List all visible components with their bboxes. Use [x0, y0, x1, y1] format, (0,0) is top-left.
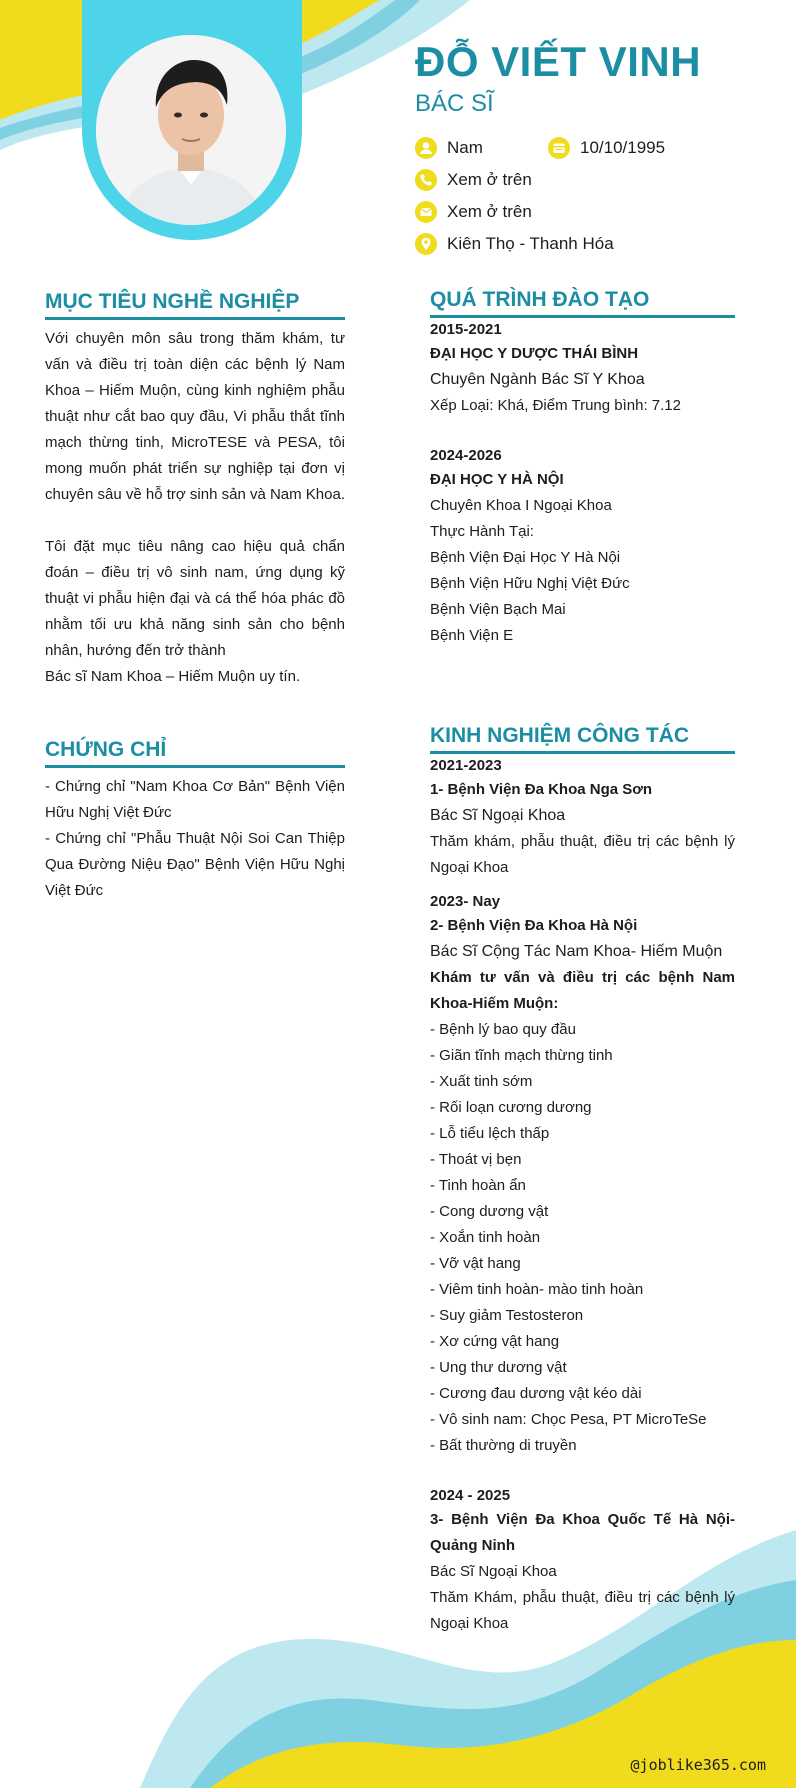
- address-value: Kiên Thọ - Thanh Hóa: [447, 234, 614, 253]
- list-item: - Giãn tĩnh mạch thừng tinh: [430, 1047, 613, 1064]
- email-value: Xem ở trên: [447, 202, 532, 221]
- job-place: 3- Bệnh Viện Đa Khoa Quốc Tế Hà Nội-Quảng Ninh: [430, 1511, 735, 1554]
- job-position: Bác Sĩ Cộng Tác Nam Khoa- Hiếm Muộn: [430, 943, 723, 960]
- profile-photo: [96, 35, 286, 225]
- candidate-name: ĐỖ VIẾT VINH: [415, 38, 702, 85]
- objective-title: MỤC TIÊU NGHỀ NGHIỆP: [45, 290, 345, 320]
- job-position: Bác Sĩ Ngoại Khoa: [430, 1563, 557, 1580]
- education-major: Chuyên Khoa I Ngoại Khoa: [430, 497, 612, 514]
- list-item: - Xoắn tinh hoàn: [430, 1229, 541, 1246]
- education-detail: Thực Hành Tại:: [430, 523, 534, 540]
- job-focus: Khám tư vấn và điều trị các bệnh Nam Khoa-Hiếm Muộn:: [430, 969, 735, 1012]
- phone-icon: [415, 169, 437, 191]
- education-title: QUÁ TRÌNH ĐÀO TẠO: [430, 288, 735, 318]
- gender-row: [415, 137, 483, 159]
- job-place: 2- Bệnh Viện Đa Khoa Hà Nội: [430, 917, 638, 934]
- education-detail: Bệnh Viện Bạch Mai: [430, 601, 566, 618]
- certificates-section: [45, 738, 345, 904]
- education-school: ĐẠI HỌC Y DƯỢC THÁI BÌNH: [430, 345, 639, 362]
- list-item: - Bệnh lý bao quy đầu: [430, 1021, 576, 1038]
- list-item: - Xuất tinh sớm: [430, 1073, 533, 1090]
- phone-row: [415, 169, 532, 191]
- job-description: Thăm Khám, phẫu thuật, điều trị các bệnh lý Ngoại Khoa: [430, 1589, 735, 1632]
- objective-section: [45, 290, 345, 690]
- objective-paragraph-3: Bác sĩ Nam Khoa – Hiếm Muộn uy tín.: [45, 668, 301, 685]
- education-years: 2024-2026: [430, 447, 502, 464]
- job-years: 2023- Nay: [430, 893, 501, 910]
- education-detail: Bệnh Viện Hữu Nghị Việt Đức: [430, 575, 630, 592]
- job-position: Bác Sĩ Ngoại Khoa: [430, 807, 566, 824]
- job-description: Thăm khám, phẫu thuật, điều trị các bệnh lý Ngoại Khoa: [430, 833, 735, 876]
- gender-value: Nam: [447, 138, 483, 157]
- certificate-item: - Chứng chỉ "Phẫu Thuật Nội Soi Can Thiệp Qua Đường Niệu Đạo" Bệnh Viện Hữu Nghị Việt Đức: [45, 830, 345, 899]
- condition-list: [430, 1017, 735, 1459]
- list-item: - Lỗ tiểu lệch thấp: [430, 1125, 550, 1142]
- list-item: - Cương đau dương vật kéo dài: [430, 1385, 642, 1402]
- education-years: 2015-2021: [430, 321, 502, 338]
- list-item: - Vô sinh nam: Chọc Pesa, PT MicroTeSe: [430, 1411, 707, 1428]
- education-detail: Xếp Loại: Khá, Điểm Trung bình: 7.12: [430, 397, 681, 414]
- list-item: - Tinh hoàn ẩn: [430, 1177, 526, 1194]
- objective-paragraph-2: Tôi đặt mục tiêu nâng cao hiệu quả chẩn đoán – điều trị vô sinh nam, ứng dụng kỹ thuật vi phẫu hiện đại và cá thể hóa phác đồ nhằm tối ưu khả năng sinh sản cho bệnh nhân, hướng đến trở thành: [45, 538, 345, 659]
- experience-title: KINH NGHIỆM CÔNG TÁC: [430, 724, 735, 754]
- education-school: ĐẠI HỌC Y HÀ NỘI: [430, 471, 564, 488]
- email-row: [415, 201, 532, 223]
- list-item: - Thoát vị bẹn: [430, 1151, 522, 1168]
- job-place: 1- Bệnh Viện Đa Khoa Nga Sơn: [430, 781, 653, 798]
- objective-paragraph-1: Với chuyên môn sâu trong thăm khám, tư vấn và điều trị toàn diện các bệnh lý Nam Khoa – Hiếm Muộn, cùng kinh nghiệm phẫu thuật như cắt bao quy đầu, Vi phẫu thắt tĩnh mạch thừng tinh, MicroTESE và PESA, tôi mong muốn phát triển sự nghiệp tại đơn vị chuyên sâu về hỗ trợ sinh sản và Nam Khoa.: [45, 330, 345, 503]
- list-item: - Ung thư dương vật: [430, 1359, 567, 1376]
- list-item: - Cong dương vật: [430, 1203, 549, 1220]
- education-detail: Bệnh Viện Đại Học Y Hà Nội: [430, 549, 621, 566]
- list-item: - Rối loạn cương dương: [430, 1099, 592, 1116]
- education-major: Chuyên Ngành Bác Sĩ Y Khoa: [430, 371, 645, 388]
- location-pin-icon: [415, 233, 437, 255]
- list-item: - Vỡ vật hang: [430, 1255, 521, 1272]
- certificates-title: CHỨNG CHỈ: [45, 738, 345, 768]
- experience-section: [430, 724, 735, 1637]
- list-item: - Viêm tinh hoàn- mào tinh hoàn: [430, 1281, 644, 1298]
- watermark: @joblike365.com: [630, 1756, 766, 1774]
- birthday-row: [548, 137, 665, 159]
- calendar-icon: [548, 137, 570, 159]
- education-detail: Bệnh Viện E: [430, 627, 514, 644]
- job-years: 2021-2023: [430, 757, 502, 774]
- phone-value: Xem ở trên: [447, 170, 532, 189]
- certificate-item: - Chứng chỉ "Nam Khoa Cơ Bản" Bệnh Viện Hữu Nghị Việt Đức: [45, 778, 345, 821]
- job-years: 2024 - 2025: [430, 1487, 511, 1504]
- candidate-role: BÁC SĨ: [415, 90, 494, 117]
- email-icon: [415, 201, 437, 223]
- birthday-value: 10/10/1995: [580, 138, 666, 157]
- address-row: [415, 233, 614, 255]
- list-item: - Xơ cứng vật hang: [430, 1333, 560, 1350]
- user-icon: [415, 137, 437, 159]
- list-item: - Bất thường di truyền: [430, 1437, 577, 1454]
- education-section: [430, 288, 735, 649]
- list-item: - Suy giảm Testosteron: [430, 1307, 584, 1324]
